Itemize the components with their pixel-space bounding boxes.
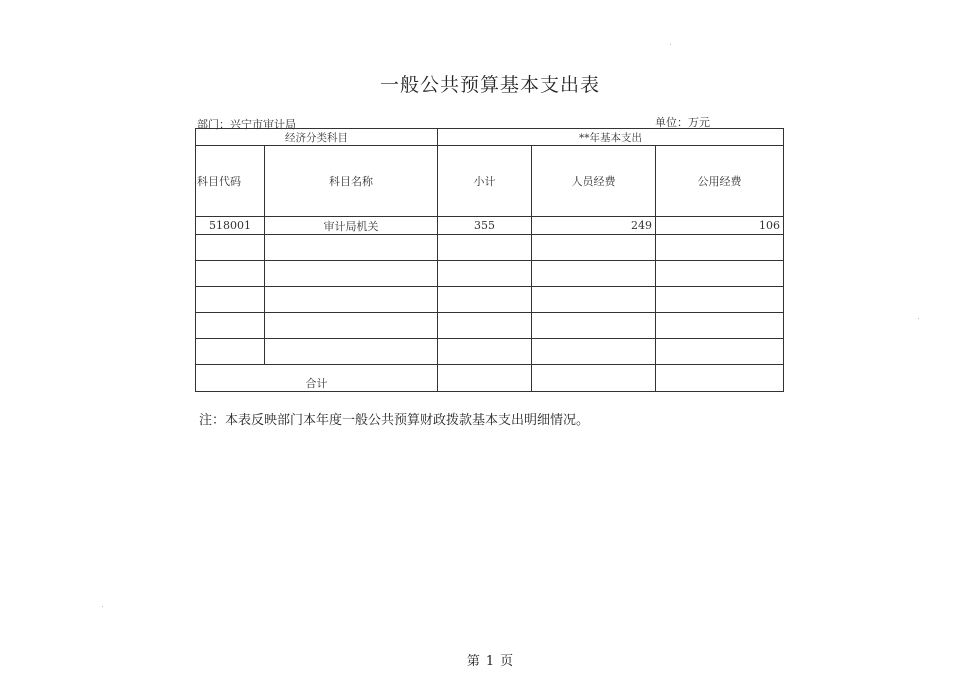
page-title: 一般公共预算基本支出表: [379, 74, 600, 96]
cell-public: 106: [656, 217, 784, 235]
table-row: [196, 217, 784, 235]
page-number-value: 1: [485, 654, 495, 669]
column-header-name: 科目名称: [265, 146, 438, 217]
page-number: [0, 650, 980, 669]
column-header-personnel: 人员经费: [532, 146, 656, 217]
column-header-code: 科目代码: [196, 146, 265, 217]
total-subtotal: [438, 365, 532, 392]
table-row-empty: [196, 287, 784, 313]
table-row-empty: [196, 261, 784, 287]
table-row-empty: [196, 235, 784, 261]
total-label: 合计: [196, 365, 438, 392]
column-header-subtotal: 小计: [438, 146, 532, 217]
cell-name: 审计局机关: [265, 217, 438, 235]
scan-speck: [670, 44, 671, 45]
footnote: 注：本表反映部门本年度一般公共预算财政拨款基本支出明细情况。: [199, 413, 590, 428]
department-label: 部门：兴宁市审计局: [197, 118, 296, 131]
page-number-prefix: 第: [466, 654, 480, 669]
header-column-row: [196, 146, 784, 217]
total-personnel: [532, 365, 656, 392]
header-group-row: [196, 129, 784, 146]
budget-table: [195, 128, 784, 392]
table-row-empty: [196, 313, 784, 339]
cell-code: 518001: [196, 217, 265, 235]
scan-speck: [918, 318, 919, 319]
cell-personnel: 249: [532, 217, 656, 235]
page-number-suffix: 页: [500, 654, 514, 669]
scan-speck: [102, 606, 103, 607]
table-row-empty: [196, 339, 784, 365]
total-row: [196, 365, 784, 392]
column-header-public: 公用经费: [656, 146, 784, 217]
total-public: [656, 365, 784, 392]
header-subject-group: 经济分类科目: [196, 129, 438, 146]
cell-subtotal: 355: [438, 217, 532, 235]
unit-label: 单位：万元: [655, 116, 710, 129]
header-budget-group: **年基本支出: [438, 129, 784, 146]
